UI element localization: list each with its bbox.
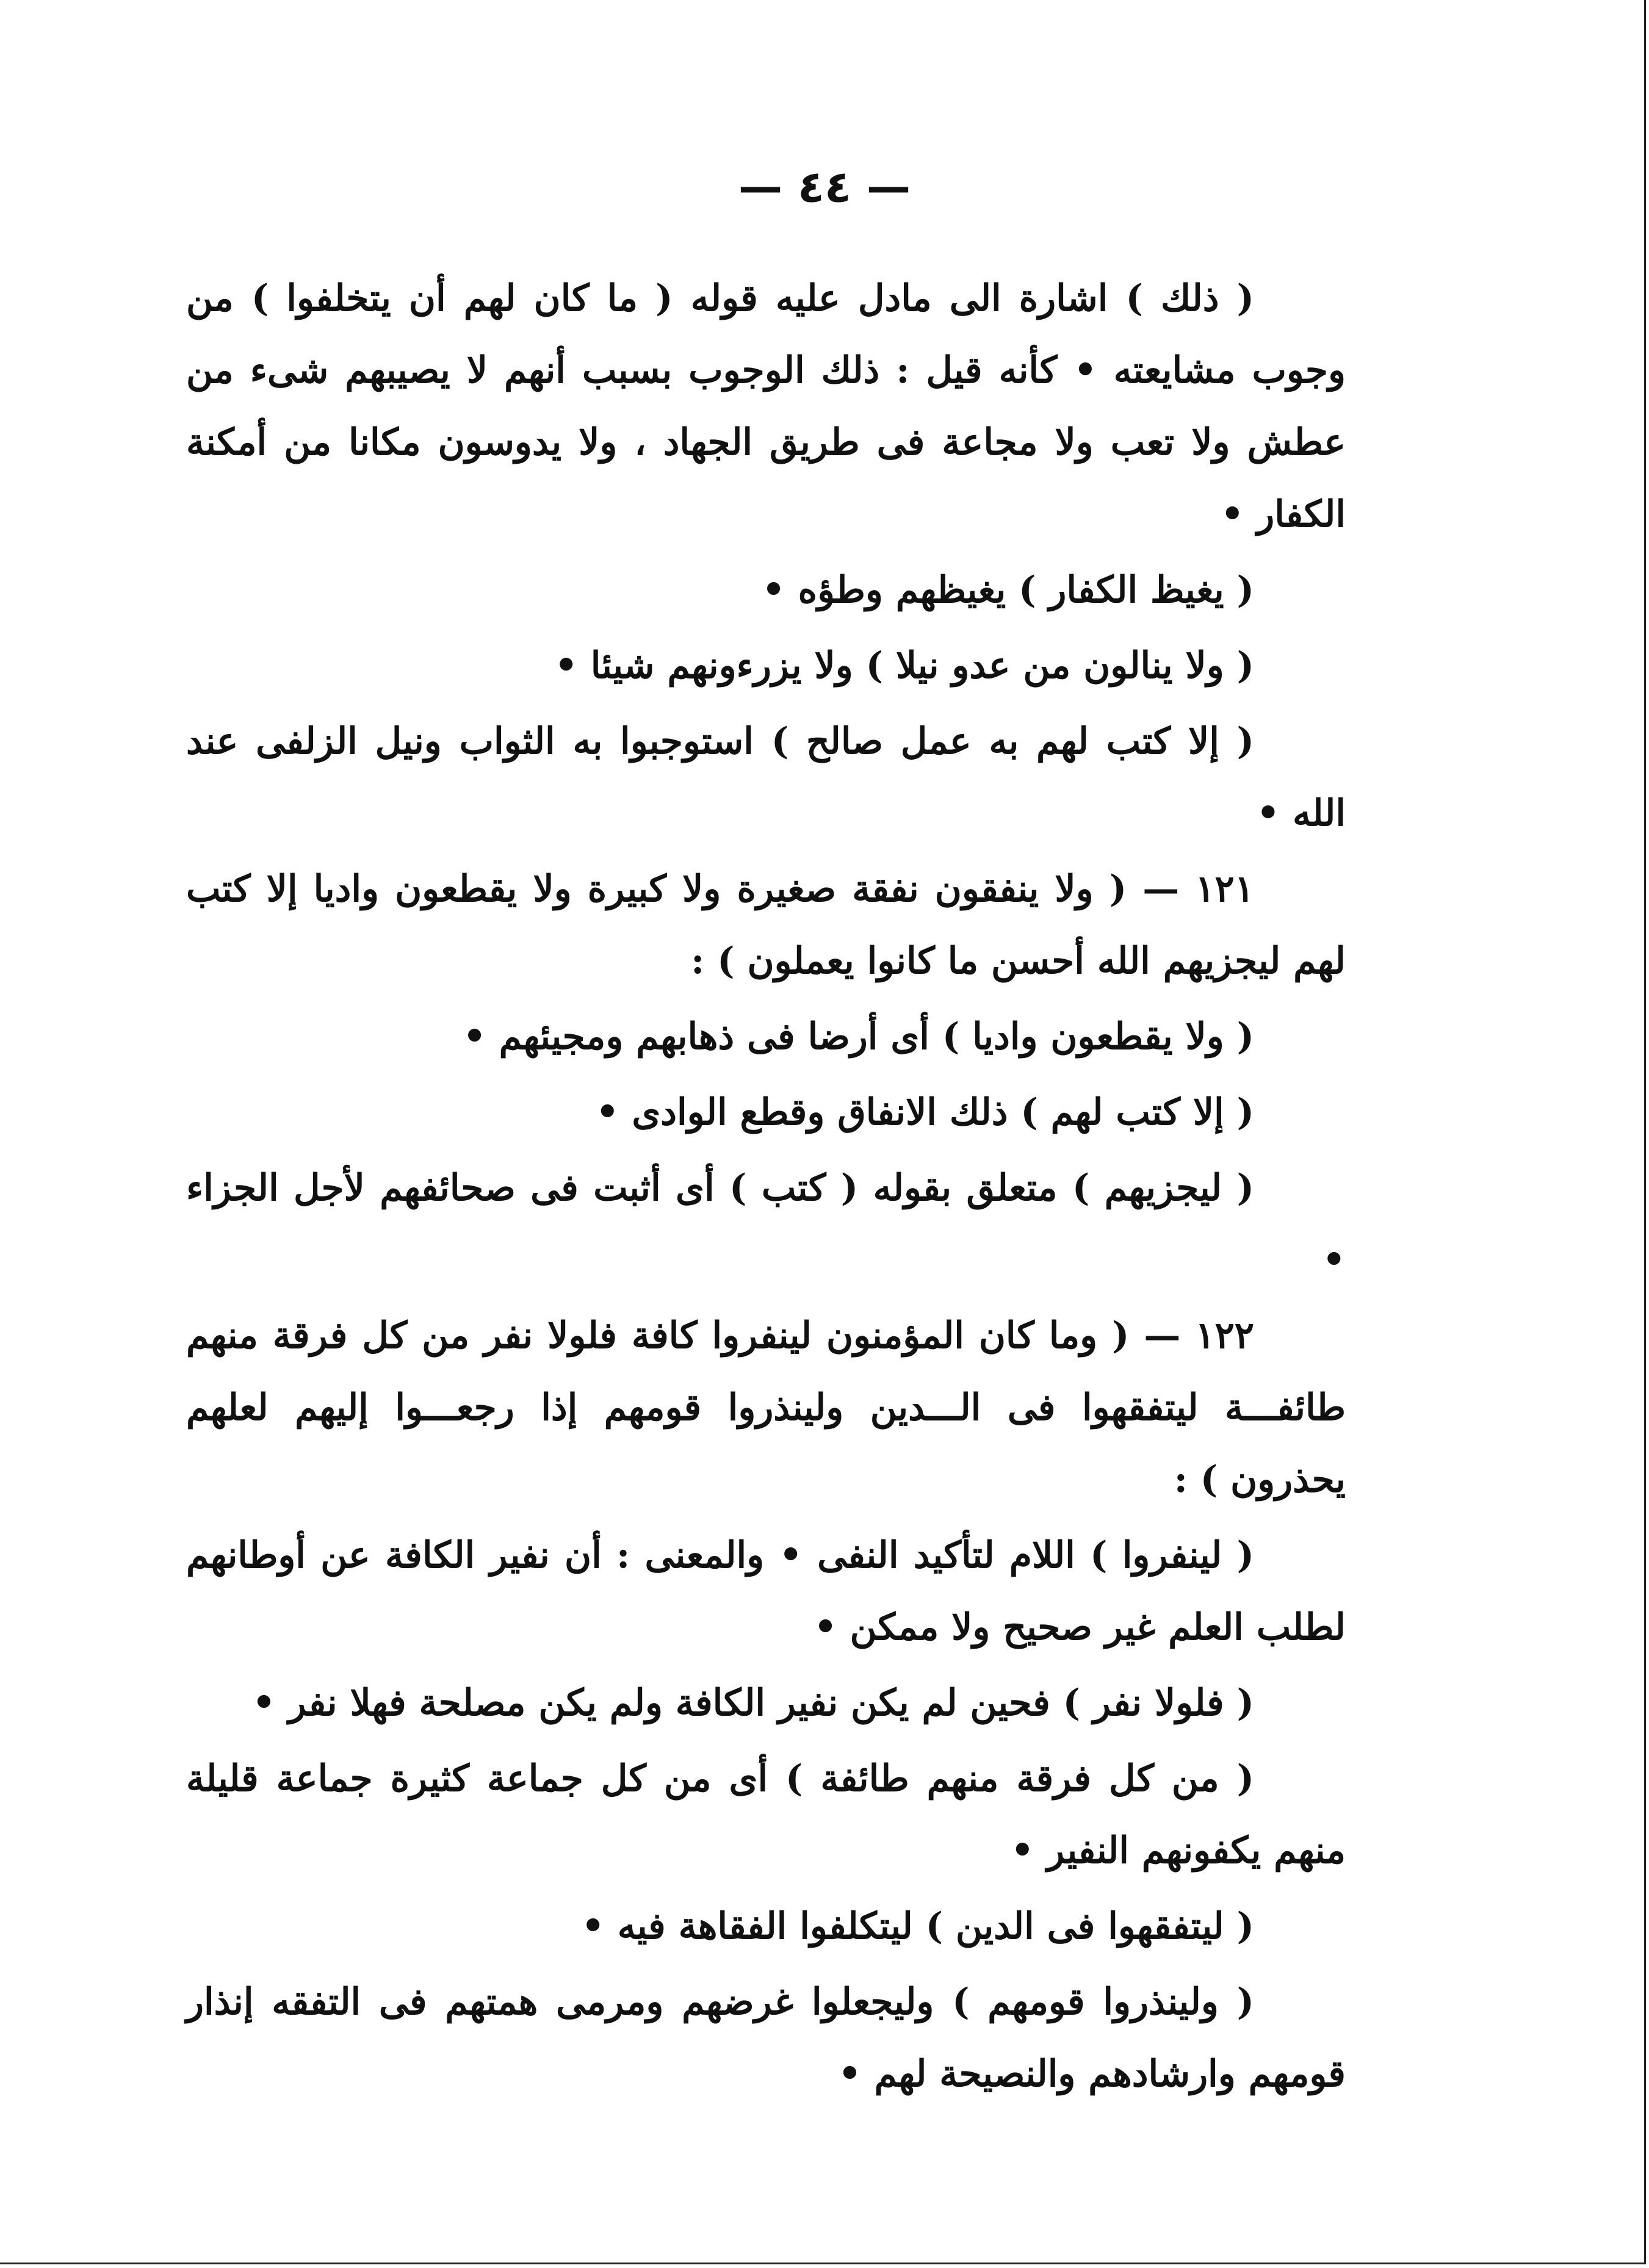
page-body	[186, 262, 1346, 2114]
paragraph: ( إلا كتب لهم ) ذلك الانفاق وقطع الوادى •	[596, 1091, 1254, 1134]
page-edge-right	[1644, 0, 1646, 2264]
paragraph: ( لينفروا ) اللام لتأكيد النفى • والمعنى : أن نفير الكافة عن أوطانهم لطلب العلم غير صحيح ولا ممكن •	[186, 1534, 1346, 1649]
paragraph: ( ولا ينالون من عدو نيلا ) ولا يزرءونهم شيئا •	[554, 644, 1254, 687]
paragraph: ( من كل فرقة منهم طائفة ) أى من كل جماعة كثيرة جماعة قليلة منهم يكفونهم النفير •	[186, 1757, 1346, 1872]
page-number: — ٤٤ —	[738, 161, 911, 212]
page-edge-bottom	[0, 2263, 1646, 2264]
paragraph: ( ولا يقطعون واديا ) أى أرضا فى ذهابهم ومجيئهم •	[463, 1015, 1254, 1058]
paragraph: ١٢٢ — ( وما كان المؤمنون لينفروا كافة فلولا نفر من كل فرقة منهم طائفـــة ليتفقهوا فى الـــدين ولينذروا قومهم إذا رجعـــوا إليهم لعلهم يحذرون ) :	[186, 1314, 1346, 1501]
paragraph: ( ذلك ) اشارة الى مادل عليه قوله ( ما كان لهم أن يتخلفوا ) من وجوب مشايعته • كأنه قيل : ذلك الوجوب بسبب أنهم لا يصيبهم شىء من عطش ولا تعب ولا مجاعة فى طريق الجهاد ، ولا يدوسون مكانا من أمكنة الكفار •	[186, 277, 1346, 536]
paragraph: ( فلولا نفر ) فحين لم يكن نفير الكافة ولم يكن مصلحة فهلا نفر •	[252, 1682, 1254, 1724]
paragraph: ١٢١ — ( ولا ينفقون نفقة صغيرة ولا كبيرة ولا يقطعون واديا إلا كتب لهم ليجزيهم الله أحسن ما كانوا يعملون ) :	[186, 868, 1346, 982]
paragraph: ( إلا كتب لهم به عمل صالح ) استوجبوا به الثواب ونيل الزلفى عند الله •	[186, 720, 1346, 835]
paragraph: ( ولينذروا قومهم ) وليجعلوا غرضهم ومرمى همتهم فى التفقه إنذار قومهم وارشادهم والنصيحة لهم •	[186, 1981, 1346, 2095]
paragraph: ( ليجزيهم ) متعلق بقوله ( كتب ) أى أثبت فى صحائفهم لأجل الجزاء •	[186, 1167, 1346, 1281]
paragraph: ( ليتفقهوا فى الدين ) ليتكلفوا الفقاهة فيه •	[581, 1905, 1254, 1948]
paragraph: ( يغيظ الكفار ) يغيظهم وطؤه •	[762, 569, 1254, 611]
